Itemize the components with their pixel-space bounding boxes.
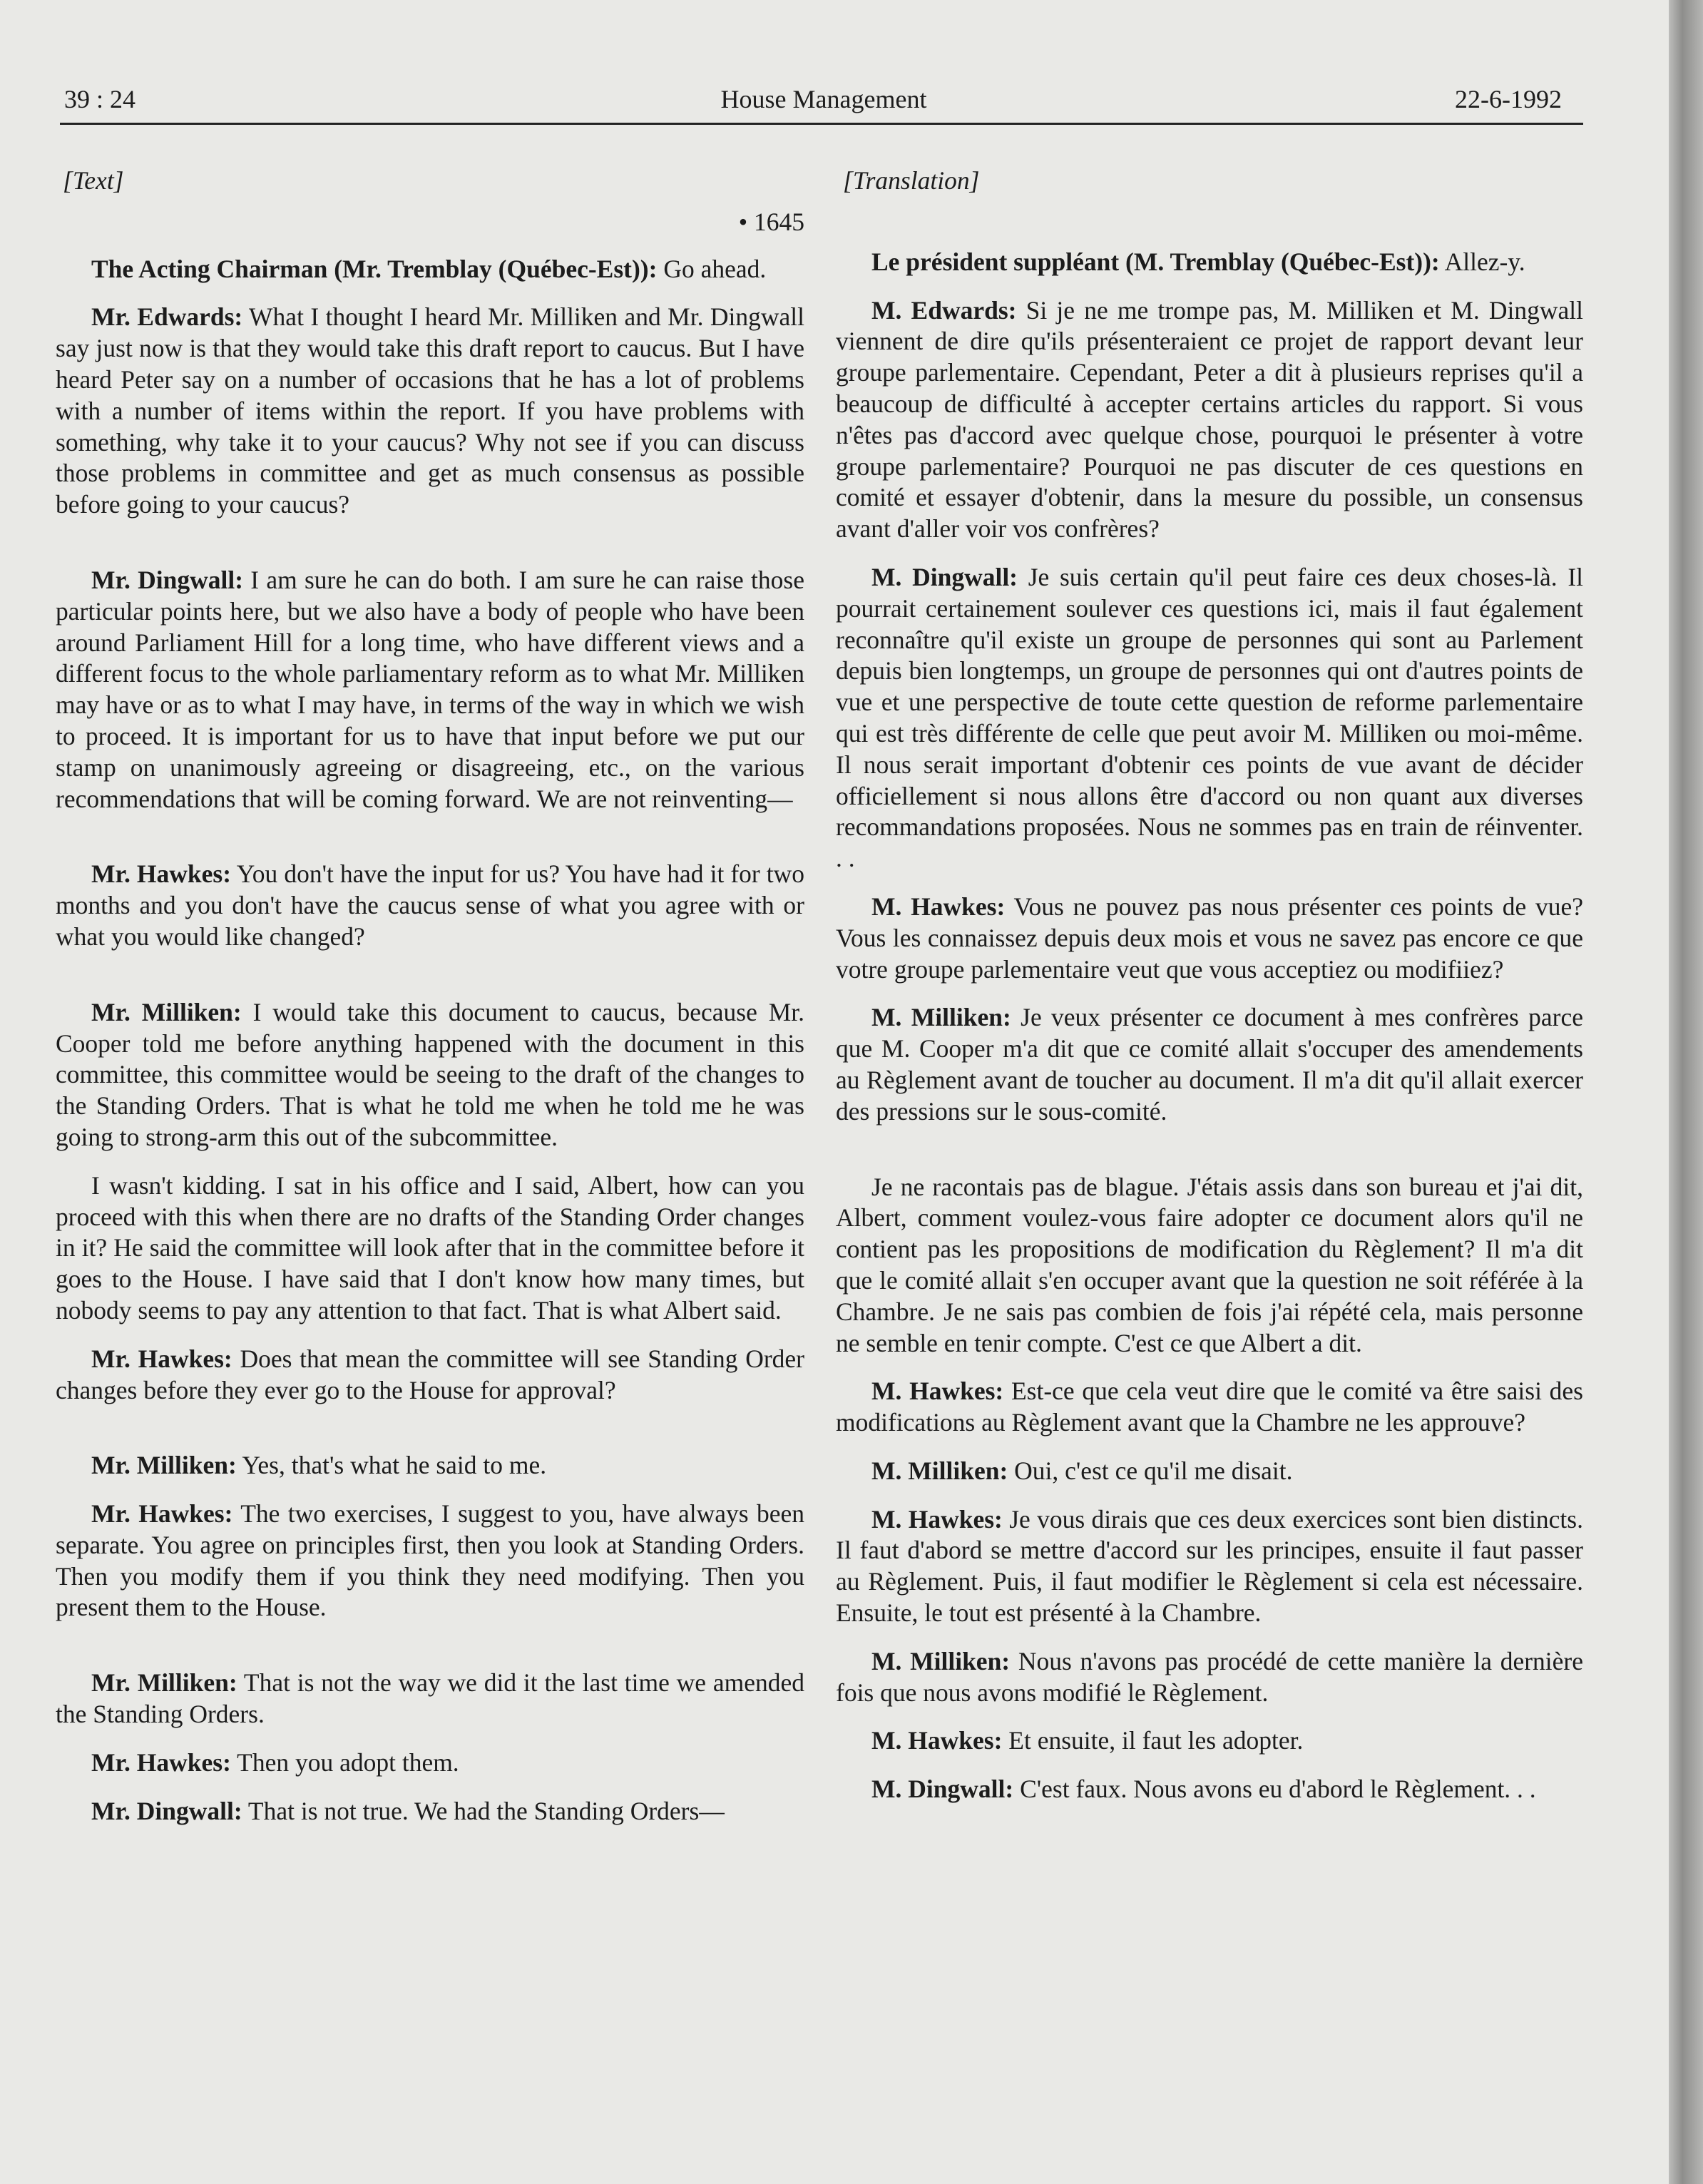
paragraph: [56, 1747, 804, 1779]
paragraph: [56, 997, 804, 1153]
paragraph: [56, 565, 804, 815]
paragraph: [56, 254, 804, 285]
paragraph: [836, 1376, 1583, 1439]
english-column: [56, 165, 804, 1844]
speech-text: Go ahead.: [657, 254, 767, 283]
speaker-name: M. Hawkes:: [871, 892, 1006, 921]
text-marker: [Text]: [63, 166, 124, 195]
paragraph: [836, 1774, 1583, 1805]
paragraph: [836, 892, 1583, 985]
page-edge-shadow: [1669, 0, 1703, 2184]
paragraph: [56, 1170, 804, 1327]
paragraph: [56, 1450, 804, 1481]
paragraph: [56, 1499, 804, 1623]
paragraph: [56, 1796, 804, 1827]
speaker-name: M. Hawkes:: [871, 1377, 1004, 1406]
paragraph: [56, 859, 804, 952]
speech-text: Vous ne pouvez pas nous présenter ces points de vue? Vous les connaissez depuis deux mois et vous ne savez pas encore ce que votre groupe parlementaire veut que vous acceptiez ou modifiiez?: [836, 892, 1583, 984]
speaker-name: M. Milliken:: [871, 1003, 1011, 1032]
running-title: House Management: [720, 85, 927, 113]
speaker-name: M. Dingwall:: [871, 1775, 1014, 1804]
paragraph: [836, 247, 1583, 278]
speech-text: Je vous dirais que ces deux exercices sont bien distincts. Il faut d'abord se mettre d'accord sur les principes, ensuite il faut passer au Règlement. Puis, il faut modifier le Règlement si cela est nécessaire. Ensuite, le tout est présenté à la Chambre.: [836, 1504, 1583, 1628]
translation-marker: [Translation]: [843, 166, 980, 195]
speaker-name: Mr. Edwards:: [91, 302, 243, 332]
paragraph: [56, 1344, 804, 1407]
speech-text: That is not the way we did it the last time we amended the Standing Orders.: [56, 1668, 804, 1729]
speech-text: What I thought I heard Mr. Milliken and Mr. Dingwall say just now is that they would take this draft report to caucus. But I have heard Peter say on a number of occasions that he has a lot of problems with a number of items within the report. If you have problems with something, why take it to your caucus? Why not see if you can discuss those problems in committee and get as much consensus as possible before going to your caucus?: [56, 302, 805, 519]
paragraph: [56, 302, 804, 521]
speaker-name: Mr. Milliken:: [91, 1451, 237, 1480]
speaker-name: M. Hawkes:: [871, 1504, 1003, 1534]
speech-text: I am sure he can do both. I am sure he can raise those particular points here, but we also have a body of people who have been around Parliament Hill for a long time, who have different views and a different focus to the whole parliamentary reform as to what Mr. Milliken may have or as to what I may have, in terms of the way in which we wish to proceed. It is important for us to have that input before we put our stamp on unanimously agreeing or disagreeing, etc., on the various recommendations that will be coming forward. We are not reinventing—: [56, 565, 804, 813]
speech-text: You don't have the input for us? You have had it for two months and you don't have the caucus sense of what you agree with or what you would like changed?: [56, 859, 804, 951]
french-column: [836, 165, 1583, 1822]
speech-text: Allez-y.: [1439, 247, 1525, 276]
speech-text: I would take this document to caucus, because Mr. Cooper told me before anything happened with the document in this committee, this committee would be seeing to the draft of the changes to the Standing Orders. That is what he told me when he told me he was going to strong-arm this out of the subcommittee.: [56, 997, 804, 1151]
speech-text: That is not true. We had the Standing Orders—: [242, 1796, 725, 1825]
paragraph: [56, 1668, 804, 1730]
header-rule: [60, 123, 1583, 125]
speaker-name: Mr. Hawkes:: [91, 1747, 231, 1777]
speech-text: Oui, c'est ce qu'il me disait.: [1008, 1456, 1293, 1485]
paragraph: [836, 1504, 1583, 1629]
speech-text: Si je ne me trompe pas, M. Milliken et M. Dingwall viennent de dire qu'ils présenteraient ce projet de rapport devant leur groupe parlementaire. Cependant, Peter a dit à plusieurs reprises qu'il a beaucoup de difficulté à accepter certains articles du rapport. Si vous n'êtes pas d'accord avec quelque chose, pourquoi le présenter à votre groupe parlementaire? Pourquoi ne pas discuter de ces questions en comité et essayer d'obtenir, dans la mesure du possible, un consensus avant d'aller voir vos confrères?: [836, 295, 1584, 544]
speech-text: Je veux présenter ce document à mes confrères parce que M. Cooper m'a dit que ce comité allait s'occuper des amendements au Règlement avant de toucher au document. Il m'a dit qu'il allait exercer des pressions sur le sous-comité.: [836, 1003, 1583, 1126]
speaker-name: Mr. Milliken:: [91, 997, 242, 1026]
speaker-name: M. Milliken:: [871, 1456, 1008, 1485]
speaker-name: M. Edwards:: [871, 295, 1017, 325]
speaker-name: Le président suppléant (M. Tremblay (Québec-Est)):: [871, 247, 1440, 276]
speech-text: Je suis certain qu'il peut faire ces deux choses-là. Il pourrait certainement soulever ces questions ici, mais il faut également reconnaître qu'il existe un groupe de personnes qui sont au Parlement depuis bien longtemps, un groupe de personnes qui ont d'autres points de vue et une perspective de toute cette question de reforme parlementaire qui est très différente de celle que peut avoir M. Milliken ou moi-même. Il nous serait important d'obtenir ces points de vue avant de décider officiellement si nous allons être d'accord ou non quant aux diverses recommandations proposées. Nous ne sommes pas en train de réinventer. . .: [836, 562, 1583, 873]
paragraph: [836, 1725, 1583, 1757]
page-date: 22-6-1992: [1455, 85, 1562, 113]
paragraph: [836, 1646, 1583, 1709]
speaker-name: Mr. Hawkes:: [91, 859, 232, 889]
time-stamp: • 1645: [738, 207, 804, 236]
speaker-name: Mr. Hawkes:: [91, 1344, 232, 1373]
speech-text: The two exercises, I suggest to you, have always been separate. You agree on principles first, then you look at Standing Orders. Then you modify them if you think they need modifying. Then you present them to the House.: [56, 1499, 804, 1622]
speech-text: I wasn't kidding. I sat in his office and I said, Albert, how can you proceed with this when there are no drafts of the Standing Order changes in it? He said the committee will look after that in the committee before it goes to the House. I have said that I don't know how many times, but nobody seems to pay any attention to that fact. That is what Albert said.: [56, 1170, 804, 1325]
column-spacer: [836, 207, 1583, 247]
paragraph: [836, 562, 1583, 874]
paragraph: [836, 1456, 1583, 1487]
speech-text: Je ne racontais pas de blague. J'étais assis dans son bureau et j'ai dit, Albert, comment voulez-vous faire adopter ce document alors qu'il ne contient pas les propositions de modification du Règlement? Il m'a dit que le comité allait s'en occuper avant que la question ne soit référée à la Chambre. Je ne sais pas combien de fois j'ai répété cela, mais personne ne semble en tenir compte. C'est ce que Albert a dit.: [836, 1172, 1583, 1357]
paragraph: [836, 1002, 1583, 1127]
paragraph: [836, 295, 1583, 545]
speech-text: Nous n'avons pas procédé de cette manière la dernière fois que nous avons modifié le Règlement.: [836, 1646, 1583, 1707]
speech-text: Et ensuite, il faut les adopter.: [1002, 1726, 1304, 1755]
speaker-name: Mr. Hawkes:: [91, 1499, 233, 1529]
paragraph: [836, 1172, 1583, 1359]
speech-text: Does that mean the committee will see Standing Order changes before they ever go to the House for approval?: [56, 1344, 804, 1404]
page-reference: 39 : 24: [64, 85, 136, 113]
speech-text: C'est faux. Nous avons eu d'abord le Règlement. . .: [1013, 1775, 1536, 1804]
speech-text: Yes, that's what he said to me.: [236, 1451, 547, 1480]
speech-text: Then you adopt them.: [230, 1747, 459, 1777]
speaker-name: Mr. Milliken:: [91, 1668, 237, 1698]
speaker-name: M. Dingwall:: [871, 562, 1018, 591]
speaker-name: M. Milliken:: [871, 1646, 1011, 1675]
speech-text: Est-ce que cela veut dire que le comité va être saisi des modifications au Règlement avant que la Chambre ne les approuve?: [836, 1377, 1583, 1437]
speaker-name: M. Hawkes:: [871, 1726, 1003, 1755]
speaker-name: The Acting Chairman (Mr. Tremblay (Québec-Est)):: [91, 254, 658, 283]
speaker-name: Mr. Dingwall:: [91, 565, 244, 594]
speaker-name: Mr. Dingwall:: [91, 1796, 242, 1825]
